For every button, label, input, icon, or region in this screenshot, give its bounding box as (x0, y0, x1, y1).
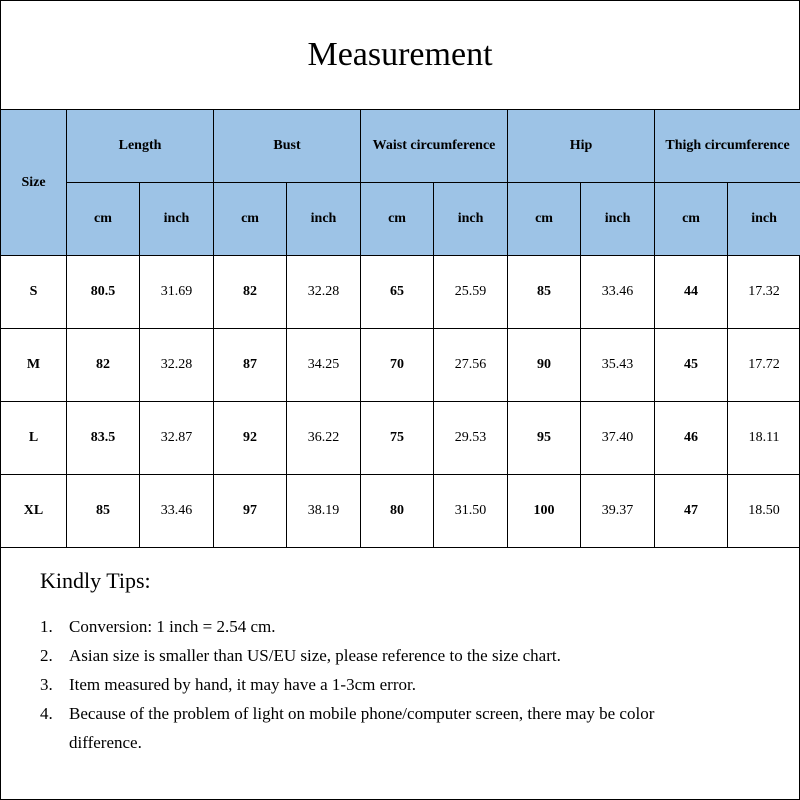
value-cell: 97 (214, 475, 287, 548)
tips-list (40, 612, 780, 757)
list-number: 2. (40, 646, 53, 665)
value-cell: 36.22 (287, 402, 361, 475)
size-cell: L (1, 402, 67, 475)
value-cell: 34.25 (287, 329, 361, 402)
table-row (1, 329, 800, 402)
size-cell: S (1, 256, 67, 329)
list-text: Conversion: 1 inch = 2.54 cm. (69, 617, 276, 636)
value-cell: 32.28 (140, 329, 214, 402)
value-cell: 25.59 (434, 256, 508, 329)
value-cell: 83.5 (67, 402, 140, 475)
value-cell: 39.37 (581, 475, 655, 548)
group-header-bust: Bust (214, 110, 361, 183)
value-cell: 18.11 (728, 402, 800, 475)
value-cell: 87 (214, 329, 287, 402)
list-number: 1. (40, 617, 53, 636)
value-cell: 70 (361, 329, 434, 402)
value-cell: 32.28 (287, 256, 361, 329)
group-header-hip: Hip (508, 110, 655, 183)
unit-header-cm: cm (67, 183, 140, 256)
list-item (40, 612, 780, 641)
value-cell: 33.46 (140, 475, 214, 548)
list-text: Asian size is smaller than US/EU size, please reference to the size chart. (69, 646, 561, 665)
unit-header-cm: cm (361, 183, 434, 256)
size-cell: M (1, 329, 67, 402)
value-cell: 31.50 (434, 475, 508, 548)
value-cell: 18.50 (728, 475, 800, 548)
value-cell: 33.46 (581, 256, 655, 329)
value-cell: 35.43 (581, 329, 655, 402)
unit-header-inch: inch (434, 183, 508, 256)
unit-header-inch: inch (728, 183, 800, 256)
unit-header-cm: cm (214, 183, 287, 256)
value-cell: 100 (508, 475, 581, 548)
unit-header-cm: cm (508, 183, 581, 256)
list-item (40, 670, 780, 699)
size-chart-table (0, 109, 800, 548)
page-title: Measurement (307, 36, 493, 73)
list-number: 3. (40, 675, 53, 694)
value-cell: 47 (655, 475, 728, 548)
group-header-waist: Waist circumference (361, 110, 508, 183)
value-cell: 82 (214, 256, 287, 329)
value-cell: 31.69 (140, 256, 214, 329)
tips-title: Kindly Tips: (40, 568, 151, 593)
value-cell: 80.5 (67, 256, 140, 329)
value-cell: 65 (361, 256, 434, 329)
table-row (1, 402, 800, 475)
tips-section (40, 568, 780, 757)
list-item (40, 699, 780, 757)
list-number: 4. (40, 704, 53, 723)
value-cell: 27.56 (434, 329, 508, 402)
value-cell: 37.40 (581, 402, 655, 475)
value-cell: 90 (508, 329, 581, 402)
value-cell: 82 (67, 329, 140, 402)
value-cell: 17.72 (728, 329, 800, 402)
group-header-thigh: Thigh circumference (655, 110, 800, 183)
value-cell: 29.53 (434, 402, 508, 475)
value-cell: 85 (67, 475, 140, 548)
value-cell: 80 (361, 475, 434, 548)
value-cell: 17.32 (728, 256, 800, 329)
value-cell: 38.19 (287, 475, 361, 548)
unit-header-inch: inch (287, 183, 361, 256)
value-cell: 85 (508, 256, 581, 329)
list-item (40, 641, 780, 670)
unit-header-inch: inch (581, 183, 655, 256)
value-cell: 45 (655, 329, 728, 402)
value-cell: 44 (655, 256, 728, 329)
value-cell: 95 (508, 402, 581, 475)
group-header-length: Length (67, 110, 214, 183)
unit-header-inch: inch (140, 183, 214, 256)
value-cell: 92 (214, 402, 287, 475)
size-cell: XL (1, 475, 67, 548)
unit-header-cm: cm (655, 183, 728, 256)
table-row (1, 256, 800, 329)
size-header: Size (1, 110, 67, 256)
table-row (1, 475, 800, 548)
value-cell: 46 (655, 402, 728, 475)
value-cell: 32.87 (140, 402, 214, 475)
list-text: Because of the problem of light on mobile phone/computer screen, there may be color difference. (69, 704, 655, 752)
list-text: Item measured by hand, it may have a 1-3cm error. (69, 675, 416, 694)
value-cell: 75 (361, 402, 434, 475)
